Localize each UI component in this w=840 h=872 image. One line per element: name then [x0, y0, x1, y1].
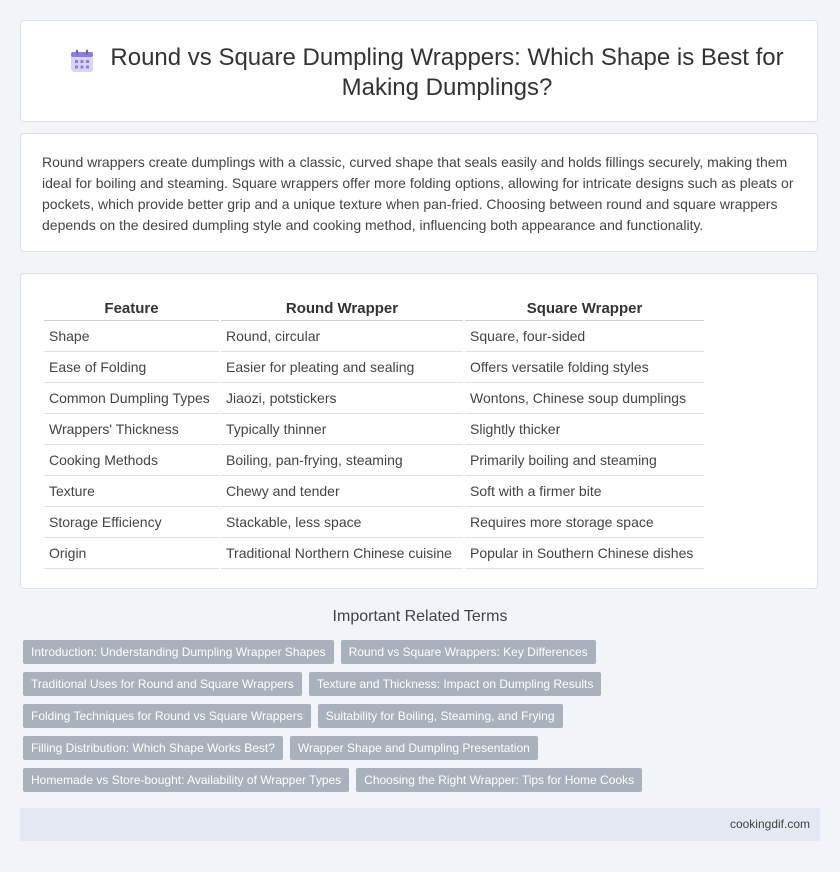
table-cell: Round, circular [221, 321, 463, 352]
table-cell: Cooking Methods [44, 445, 219, 476]
intro-paragraph: Round wrappers create dumplings with a classic, curved shape that seals easily and holds fillings securely, making them ideal for boiling and steaming. Square wrappers offer more folding options, allowing for intricate designs such as pleats or pockets, which provide better grip and a unique texture when pan-fried. Choosing between round and square wrappers depends on the desired dumpling style and cooking method, influencing both appearance and functionality. [42, 154, 794, 233]
related-term-tag[interactable]: Texture and Thickness: Impact on Dumpling Results [309, 672, 602, 696]
tag-row [23, 640, 803, 664]
table-row [44, 352, 704, 383]
table-row [44, 321, 704, 352]
title-card [20, 20, 818, 122]
tag-row [23, 672, 803, 696]
related-terms-list [23, 640, 803, 800]
footer [20, 808, 820, 841]
table-row [44, 507, 704, 538]
table-row [44, 383, 704, 414]
table-cell: Wrappers' Thickness [44, 414, 219, 445]
related-term-tag[interactable]: Round vs Square Wrappers: Key Differences [341, 640, 596, 664]
related-term-tag[interactable]: Wrapper Shape and Dumpling Presentation [290, 736, 538, 760]
table-cell: Storage Efficiency [44, 507, 219, 538]
table-cell: Traditional Northern Chinese cuisine [221, 538, 463, 569]
table-cell: Chewy and tender [221, 476, 463, 507]
table-cell: Texture [44, 476, 219, 507]
table-row [44, 445, 704, 476]
table-cell: Origin [44, 538, 219, 569]
intro-card [20, 133, 818, 252]
related-term-tag[interactable]: Choosing the Right Wrapper: Tips for Home Cooks [356, 768, 642, 792]
related-term-tag[interactable]: Homemade vs Store-bought: Availability of Wrapper Types [23, 768, 349, 792]
table-cell: Square, four-sided [465, 321, 704, 352]
table-cell: Wontons, Chinese soup dumplings [465, 383, 704, 414]
column-header-round: Round Wrapper [221, 294, 463, 321]
tag-row [23, 768, 803, 792]
column-header-feature: Feature [44, 294, 219, 321]
table-header-row [44, 294, 704, 321]
table-cell: Popular in Southern Chinese dishes [465, 538, 704, 569]
table-cell: Typically thinner [221, 414, 463, 445]
related-term-tag[interactable]: Traditional Uses for Round and Square Wrappers [23, 672, 302, 696]
page-title: Round vs Square Dumpling Wrappers: Which Shape is Best for Making Dumplings? [110, 44, 784, 101]
table-cell: Soft with a firmer bite [465, 476, 704, 507]
related-term-tag[interactable]: Filling Distribution: Which Shape Works Best? [23, 736, 283, 760]
table-cell: Shape [44, 321, 219, 352]
calendar-grid-icon [69, 48, 95, 74]
table-cell: Stackable, less space [221, 507, 463, 538]
table-row [44, 414, 704, 445]
related-term-tag[interactable]: Introduction: Understanding Dumpling Wrapper Shapes [23, 640, 334, 664]
tag-row [23, 704, 803, 728]
table-row [44, 476, 704, 507]
table-cell: Primarily boiling and steaming [465, 445, 704, 476]
footer-site-link[interactable]: cookingdif.com [729, 817, 810, 831]
table-cell: Jiaozi, potstickers [221, 383, 463, 414]
tag-row [23, 736, 803, 760]
comparison-table [42, 294, 706, 569]
table-cell: Offers versatile folding styles [465, 352, 704, 383]
comparison-table-card [20, 273, 818, 589]
table-cell: Slightly thicker [465, 414, 704, 445]
related-terms-heading: Important Related Terms [332, 608, 508, 625]
table-cell: Easier for pleating and sealing [221, 352, 463, 383]
related-term-tag[interactable]: Suitability for Boiling, Steaming, and Frying [318, 704, 563, 728]
column-header-square: Square Wrapper [465, 294, 704, 321]
table-cell: Requires more storage space [465, 507, 704, 538]
table-cell: Boiling, pan-frying, steaming [221, 445, 463, 476]
table-row [44, 538, 704, 569]
table-cell: Common Dumpling Types [44, 383, 219, 414]
table-cell: Ease of Folding [44, 352, 219, 383]
related-term-tag[interactable]: Folding Techniques for Round vs Square Wrappers [23, 704, 311, 728]
